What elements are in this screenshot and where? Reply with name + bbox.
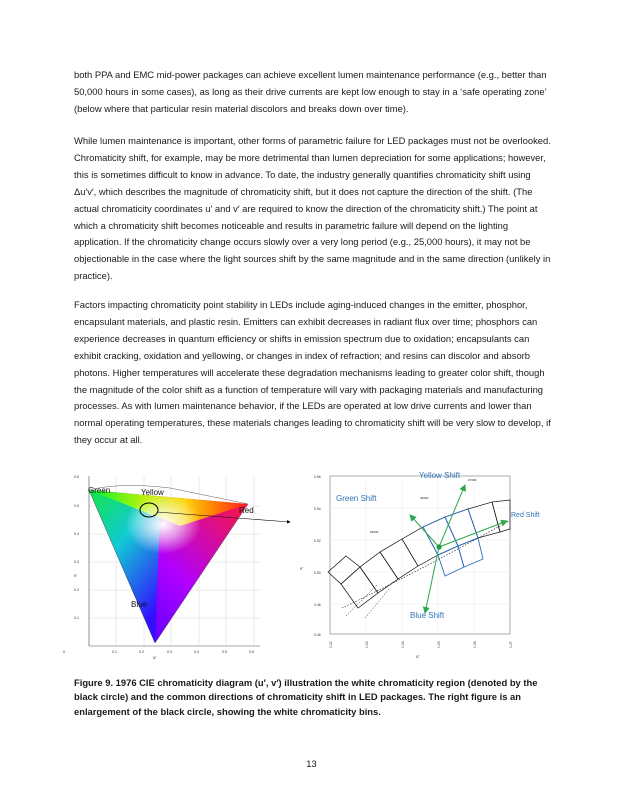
right-y-axis-label: v′ [300, 566, 304, 571]
right-y-tick: 0.54 [314, 507, 321, 511]
right-y-tick: 0.56 [314, 475, 321, 479]
red-region-label: Red [239, 506, 254, 515]
right-y-tick: 0.46 [314, 633, 321, 637]
right-x-tick: 0.22 [329, 641, 333, 648]
left-y-tick: 0.4 [74, 532, 79, 536]
left-x-tick: 0.3 [167, 650, 172, 654]
center-point [436, 544, 441, 549]
blue-shift-label: Blue Shift [410, 611, 445, 620]
left-y-tick: 0.6 [74, 475, 79, 479]
left-y-tick: 0.5 [74, 504, 79, 508]
left-x-tick: 0.4 [194, 650, 199, 654]
cct-label: 6500K [370, 530, 379, 534]
right-y-tick: 0.52 [314, 539, 321, 543]
cct-label: 2700K [468, 478, 477, 482]
paragraph-2: While lumen maintenance is important, other forms of parametric failure for LED packages must not be overlooked. Chromaticity shift, for example, may be more detrimental than lumen depreciation for some applications; however, this is sometimes difficult to know in advance. To date, the industry generally quantifies chromaticity shift using Δu′v′, which describes the magnitude of chromaticity shift, but it does not capture the direction of the shift. (The actual chromaticity coordinates u′ and v′ are required to know the direction of the chromaticity shift.) The point at which a chromaticity shift becomes noticeable and results in parametric failure will depend on the lighting application. If the chromaticity change occurs slowly over a very long period (e.g., 25,000 hours), it may not be objectionable in the case where the light sources shift by the same magnitude and in the same direction (unlikely in practice). [74, 135, 551, 282]
figure-svg [60, 466, 560, 671]
left-y-tick: 0.3 [74, 560, 79, 564]
cie-diagram-right [300, 471, 540, 659]
right-x-tick: 0.27 [509, 641, 513, 648]
cie-diagram-left [63, 475, 260, 660]
left-x-tick: 0.5 [222, 650, 227, 654]
figure-caption: Figure 9. 1976 CIE chromaticity diagram (u′, v′) illustration the white chromaticity region (denoted by the black circle) and the common directions of chromaticity shift in LED packages. The right figure is an enlargement of the black circle, showing the white chromaticity bins. [74, 677, 538, 717]
blue-region-label: Blue [131, 600, 148, 609]
right-y-tick: 0.48 [314, 603, 321, 607]
cct-label: 4000K [420, 496, 429, 500]
left-x-tick: 0.1 [112, 650, 117, 654]
left-x-tick: 0 [63, 650, 65, 654]
figure-9 [60, 466, 560, 671]
red-shift-label: Red Shift [511, 512, 540, 519]
paragraph-1: both PPA and EMC mid-power packages can achieve excellent lumen maintenance performance (e.g., better than 50,000 hours in some cases), as long as their drive currents are kept low enough to stay in a ‘safe operating zone’ (below where that particular resin material discolors and breaks down over time). [74, 69, 547, 114]
yellow-shift-label: Yellow Shift [419, 471, 461, 480]
left-x-tick: 0.6 [249, 650, 254, 654]
left-y-axis-label: v′ [74, 573, 78, 578]
right-x-tick: 0.24 [401, 641, 405, 648]
right-x-axis-label: u′ [416, 654, 420, 659]
left-x-tick: 0.2 [139, 650, 144, 654]
left-y-tick: 0.2 [74, 588, 79, 592]
green-region-label: Green [88, 486, 111, 495]
paragraph-3: Factors impacting chromaticity point stability in LEDs include aging-induced changes in the emitter, phosphor, encapsulant materials, and plastic resin. Emitters can exhibit decreases in radiant flux over time; phosphors can experience decreases in quantum efficiency or shifts in emission spectrum due to oxidation; encapsulants can exhibit cracking, oxidation and yellowing, or changes in index of refraction; and resins can discolor and absorb photons. Higher temperatures will accelerate these degradation mechanisms leading to greater color shift, though the magnitude of the color shift as a function of temperature will vary with packaging materials and manufacturing processes. As with lumen maintenance behavior, if the LEDs are operated at low drive currents and lower than normal operating temperatures, these materials changes leading to chromaticity shift will be very slow to develop, if they occur at all. [74, 299, 551, 446]
right-x-tick: 0.25 [437, 641, 441, 648]
page-number: 13 [306, 758, 317, 769]
right-y-tick: 0.50 [314, 571, 321, 575]
right-x-tick: 0.23 [365, 641, 369, 648]
green-shift-label: Green Shift [336, 494, 377, 503]
right-x-tick: 0.26 [473, 641, 477, 648]
yellow-region-label: Yellow [141, 488, 164, 497]
left-y-tick: 0.1 [74, 616, 79, 620]
left-x-axis-label: u′ [153, 655, 157, 660]
